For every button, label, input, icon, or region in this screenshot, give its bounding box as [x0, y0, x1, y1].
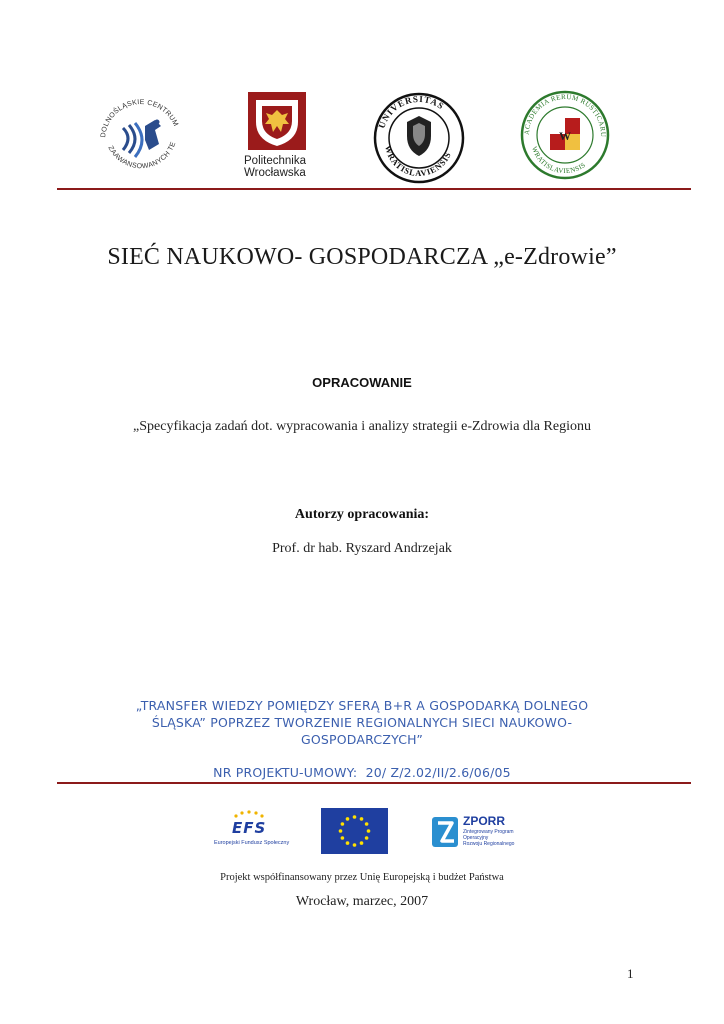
cofinancing-note: Projekt współfinansowany przez Unię Europejską i budżet Państwa: [220, 872, 504, 883]
svg-text:UNIVERSITAS: UNIVERSITAS: [376, 93, 447, 130]
svg-text:WRATISLAVIENSIS: WRATISLAVIENSIS: [530, 145, 588, 176]
politechnika-logo-icon: [244, 92, 314, 182]
dcznt-logo-icon: [93, 92, 189, 184]
authors-heading: Autorzy opracowania:: [294, 507, 430, 522]
ar-seal-icon: [520, 90, 610, 180]
zporr-caption-1: Zintegrowany Program: [463, 829, 514, 835]
document-title: SIEĆ NAUKOWO- GOSPODARCZA „e-Zdrowie”: [107, 244, 617, 270]
zporr-caption-2: Operacyjny: [463, 835, 489, 841]
place-date: Wrocław, marzec, 2007: [295, 894, 429, 909]
svg-text:ZAAWANSOWANYCH TECHNOLOGII: ZAAWANSOWANYCH TE: [106, 140, 178, 171]
page-number: 1: [627, 966, 634, 981]
svg-text:DOLNOŚLĄSKIE CENTRUM: DOLNOŚLĄSKIE CENTRUM: [100, 98, 180, 139]
zporr-caption-3: Rozwoju Regionalnego: [463, 841, 515, 847]
project-title-line2: ŚLĄSKA” POPRZEZ TWORZENIE REGIONALNYCH SIECI NAUKOWO-: [151, 715, 573, 730]
zporr-title: ZPORR: [463, 814, 505, 828]
project-title-line1: „TRANSFER WIEDZY POMIĘDZY SFERĄ B+R A GOSPODARKĄ DOLNEGO: [135, 698, 589, 713]
project-title-line3: GOSPODARCZYCH”: [300, 732, 424, 747]
document-type-label: OPRACOWANIE: [312, 375, 412, 390]
svg-text:W: W: [559, 129, 571, 143]
efs-logo-icon: [214, 808, 290, 854]
project-title: [100, 697, 624, 748]
header-rule: [57, 188, 691, 190]
eu-flag-icon: [321, 808, 388, 854]
politechnika-name-line1: Politechnika: [244, 155, 307, 167]
uwr-seal-icon: [373, 92, 465, 184]
politechnika-name-line2: Wrocławska: [244, 167, 306, 179]
author-name: Prof. dr hab. Ryszard Andrzejak: [272, 541, 452, 556]
efs-title: EFS: [232, 819, 267, 837]
document-specification: „Specyfikacja zadań dot. wypracowania i analizy strategii e-Zdrowia dla Regionu: [133, 419, 591, 434]
svg-text:WRATISLAVIENSIS: WRATISLAVIENSIS: [383, 144, 453, 179]
svg-text:ACADEMIA RERUM RUSTICARUM: ACADEMIA RERUM RUSTICARU: [522, 92, 608, 138]
project-rule: [57, 782, 691, 784]
zporr-logo-icon: [430, 811, 516, 853]
efs-caption: Europejski Fundusz Społeczny: [214, 840, 290, 846]
project-number: NR PROJEKTU-UMOWY: 20/ Z/2.02/II/2.6/06/05: [213, 765, 511, 780]
